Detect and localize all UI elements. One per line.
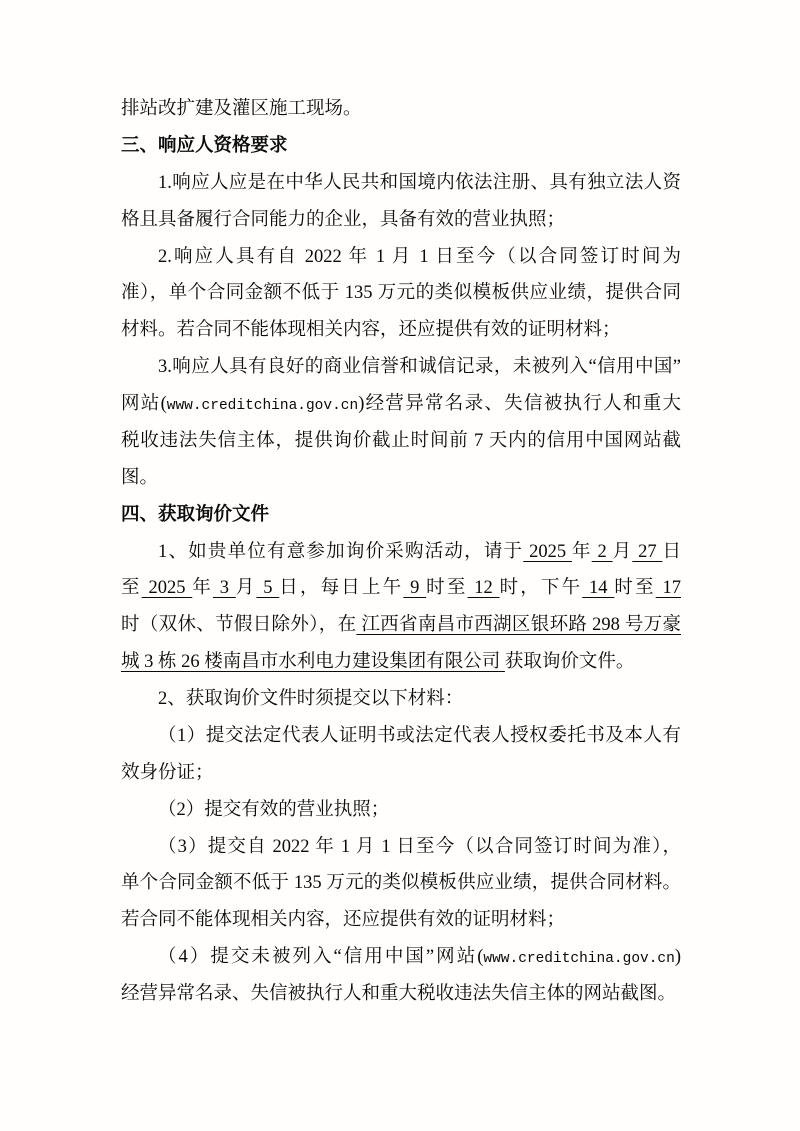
text-segment: （4）提交未被列入“信用中国”网站( xyxy=(158,947,484,968)
text-segment: 3.响应人具有良好的商业信誉和诚信记录，未被列入“信用中国” xyxy=(158,357,681,378)
document-line xyxy=(121,349,681,386)
document-line xyxy=(121,460,681,497)
text-segment: 年 xyxy=(571,541,592,562)
document-line xyxy=(121,312,681,349)
document-line xyxy=(121,829,681,866)
underlined-blank: 27 xyxy=(632,541,663,562)
text-segment: 准），单个合同金额不低于 135 万元的类似模板供应业绩，提供合同 xyxy=(121,283,681,304)
text-segment: 四、获取询价文件 xyxy=(121,504,270,525)
document-line xyxy=(121,902,681,939)
text-segment: 至 xyxy=(121,578,142,599)
document-line xyxy=(121,792,681,829)
text-segment: （2）提交有效的营业执照； xyxy=(158,799,390,820)
document-line xyxy=(121,644,681,681)
text-segment: 税收违法失信主体，提供询价截止时间前 7 天内的信用中国网站截 xyxy=(121,430,681,451)
text-segment: 网站( xyxy=(121,394,167,414)
text-segment: 图。 xyxy=(121,467,159,488)
text-segment: 时至 xyxy=(614,578,656,599)
text-segment: 时，下午 xyxy=(499,578,583,599)
text-segment: （1）提交法定代表人证明书或法定代表人授权委托书及本人有 xyxy=(158,725,681,746)
text-segment: 排站改扩建及灌区施工现场。 xyxy=(121,99,362,119)
url-text: www.creditchina.gov.cn xyxy=(483,951,675,968)
document-line xyxy=(121,939,681,976)
text-segment: 年 xyxy=(192,578,213,599)
document-line xyxy=(121,202,681,239)
document-line xyxy=(121,607,681,644)
text-segment: 经营异常名录、失信被执行人和重大税收违法失信主体的网站截图。 xyxy=(121,984,677,1004)
underlined-blank: 17 xyxy=(655,578,681,599)
url-text: www.creditchina.gov.cn xyxy=(166,398,359,414)
underlined-blank: 5 xyxy=(256,578,280,599)
text-segment: 1、如贵单位有意参加询价采购活动，请于 xyxy=(158,541,524,562)
underlined-blank: 2025 xyxy=(523,541,572,562)
text-segment: 日 xyxy=(662,541,681,562)
underlined-blank: 2025 xyxy=(141,578,193,599)
document-line xyxy=(121,534,681,571)
text-segment: 若合同不能体现相关内容，还应提供有效的证明材料； xyxy=(121,910,566,931)
underlined-blank: 江西省南昌市西湖区银环路 298 号万豪 xyxy=(356,615,681,636)
text-segment: （3）提交自 2022 年 1 月 1 日至今（以合同签订时间为准）， xyxy=(158,836,681,857)
document-line xyxy=(121,718,681,755)
underlined-blank: 9 xyxy=(403,578,427,599)
text-segment: 效身份证； xyxy=(121,762,214,783)
text-segment: ) xyxy=(674,947,681,968)
document-line xyxy=(121,681,681,718)
document-line xyxy=(121,239,681,276)
document-line xyxy=(121,976,681,1013)
text-segment: 三、响应人资格要求 xyxy=(121,135,288,156)
text-segment: 时（双休、节假日除外），在 xyxy=(121,615,357,636)
document-line xyxy=(121,865,681,902)
text-segment: )经营异常名录、失信被执行人和重大 xyxy=(358,394,681,414)
text-segment: 格且具备履行合同能力的企业，具备有效的营业执照； xyxy=(121,209,566,230)
text-segment: 材料。若合同不能体现相关内容，还应提供有效的证明材料； xyxy=(121,320,621,341)
text-segment: 月 xyxy=(235,578,257,599)
document-line xyxy=(121,570,681,607)
document-line xyxy=(121,275,681,312)
underlined-blank: 3 xyxy=(212,578,236,599)
document-body xyxy=(121,91,681,1013)
document-line xyxy=(121,386,681,423)
document-line xyxy=(121,755,681,792)
text-segment: 月 xyxy=(612,541,633,562)
section-heading xyxy=(121,128,681,165)
underlined-blank: 2 xyxy=(591,541,613,562)
text-segment: 1.响应人应是在中华人民共和国境内依法注册、具有独立法人资 xyxy=(158,172,681,193)
underlined-blank: 城 3 栋 26 楼南昌市水利电力建设集团有限公司 xyxy=(121,652,505,673)
text-segment: 2.响应人具有自 2022 年 1 月 1 日至今（以合同签订时间为 xyxy=(158,246,681,267)
document-line xyxy=(121,165,681,202)
text-segment: 获取询价文件。 xyxy=(504,652,635,673)
section-heading xyxy=(121,497,681,534)
text-segment: 时至 xyxy=(426,578,468,599)
text-segment: 日，每日上午 xyxy=(279,578,404,599)
document-line xyxy=(121,423,681,460)
underlined-blank: 12 xyxy=(467,578,500,599)
text-segment: 2、获取询价文件时须提交以下材料： xyxy=(158,689,464,709)
document-line xyxy=(121,91,681,128)
underlined-blank: 14 xyxy=(582,578,615,599)
text-segment: 单个合同金额不低于 135 万元的类似模板供应业绩，提供合同材料。 xyxy=(121,873,681,894)
